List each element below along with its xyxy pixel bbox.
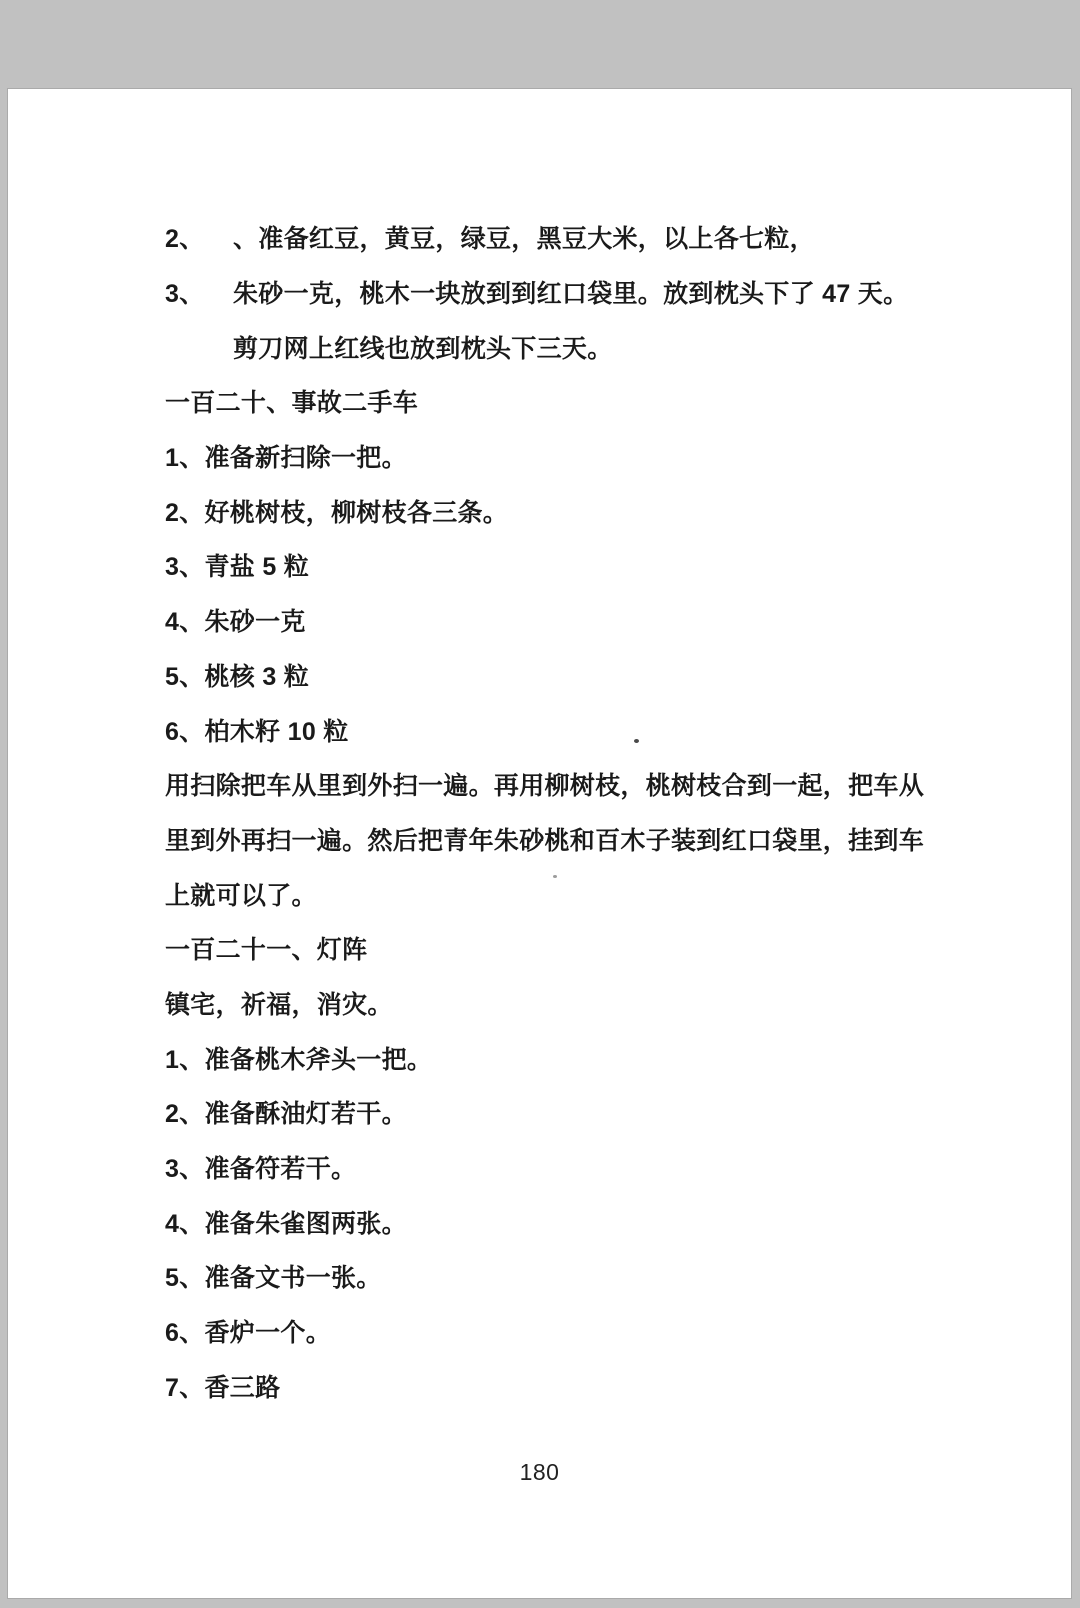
text-line <box>165 812 925 867</box>
line-text: 7、香三路 <box>165 1373 281 1402</box>
line-text: 剪刀网上红线也放到枕头下三天。 <box>233 334 613 363</box>
line-text: 里到外再扫一遍。然后把青年朱砂桃和百木子装到红口袋里，挂到车 <box>165 826 925 855</box>
text-line <box>165 483 925 538</box>
line-text: 3、准备符若干。 <box>165 1155 357 1184</box>
line-text: 镇宅，祈福，消灾。 <box>165 990 393 1019</box>
text-line <box>165 538 925 593</box>
section-heading <box>165 921 925 976</box>
text-line <box>165 593 925 648</box>
text-line <box>165 648 925 703</box>
line-text: 上就可以了。 <box>165 881 317 910</box>
text-line <box>165 429 925 484</box>
text-line <box>165 1249 925 1304</box>
line-text: 一百二十一、灯阵 <box>165 936 368 965</box>
line-text: 5、桃核 3 粒 <box>165 662 310 691</box>
page-number: 180 <box>519 1459 560 1485</box>
list-item-number: 3、 <box>165 280 205 309</box>
text-line <box>165 265 925 320</box>
line-text: 2、准备酥油灯若干。 <box>165 1100 407 1129</box>
text-line <box>165 1030 925 1085</box>
text-line <box>165 1304 925 1359</box>
line-text: 5、准备文书一张。 <box>165 1264 382 1293</box>
text-line <box>165 1194 925 1249</box>
text-line <box>165 757 925 812</box>
line-text: 6、香炉一个。 <box>165 1319 332 1348</box>
text-line <box>165 1085 925 1140</box>
ink-speck <box>553 875 557 878</box>
line-text: 4、朱砂一克 <box>165 608 306 637</box>
text-line <box>165 210 925 265</box>
text-block <box>165 210 925 1413</box>
line-text: 1、准备新扫除一把。 <box>165 444 407 473</box>
line-text: 4、准备朱雀图两张。 <box>165 1209 407 1238</box>
line-text: 朱砂一克，桃木一块放到到红口袋里。放到枕头下了 47 天。 <box>233 280 909 309</box>
ink-speck <box>634 739 639 743</box>
text-line <box>165 702 925 757</box>
text-line <box>165 866 925 921</box>
line-text: 一百二十、事故二手车 <box>165 389 419 418</box>
line-text: 、准备红豆，黄豆，绿豆，黑豆大米，以上各七粒， <box>233 225 815 254</box>
text-line <box>165 976 925 1031</box>
line-text: 2、好桃树枝，柳树枝各三条。 <box>165 498 509 527</box>
line-text: 1、准备桃木斧头一把。 <box>165 1045 433 1074</box>
text-line <box>165 1140 925 1195</box>
line-text: 3、青盐 5 粒 <box>165 553 310 582</box>
line-text: 6、柏木籽 10 粒 <box>165 717 349 746</box>
list-item-number: 2、 <box>165 225 205 254</box>
text-line-continuation <box>165 319 925 374</box>
line-text: 用扫除把车从里到外扫一遍。再用柳树枝，桃树枝合到一起，把车从 <box>165 772 925 801</box>
text-line <box>165 1358 925 1413</box>
section-heading <box>165 374 925 429</box>
document-page <box>7 88 1072 1599</box>
